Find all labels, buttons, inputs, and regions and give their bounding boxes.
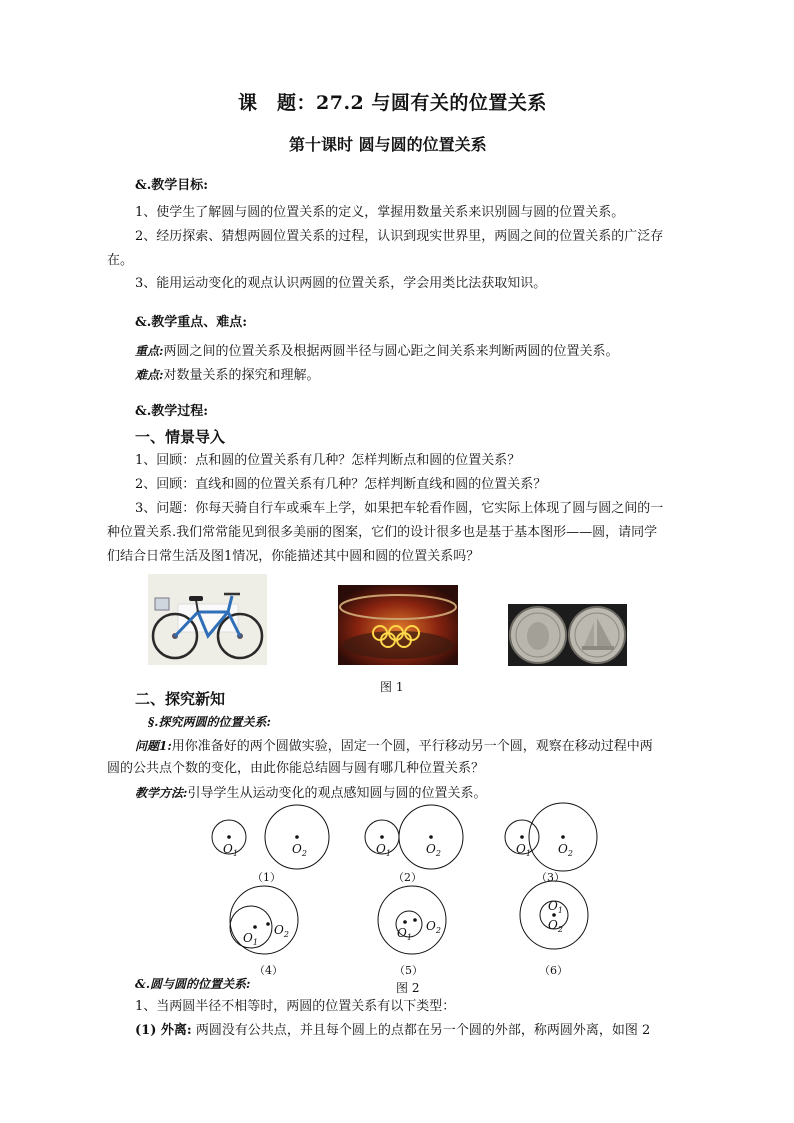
fig2-3-label-o2: $O_2$ (558, 842, 573, 858)
figure-2-caption: 图 2 (396, 981, 420, 995)
problem-1-text: 用你准备好的两个圆做实验，固定一个圆，平行移动另一个圆，观察在移动过程中两 (171, 739, 653, 754)
fig2-6-label-o1: $O_1$ (548, 899, 563, 915)
fig2-caption-5: （5） (394, 964, 423, 977)
outer-separation-text: 两圆没有公共点，并且每个圆上的点都在另一个圆的外部，称两圆外离，如图 2 (195, 1023, 651, 1038)
method-text: 引导学生从运动变化的观点感知圆与圆的位置关系。 (187, 786, 487, 801)
fig2-2-label-o2: $O_2$ (426, 842, 441, 858)
fig2-caption-3: （3） (536, 871, 565, 884)
fig2-1-label-o1: $O_1$ (223, 842, 238, 858)
problem-1-label: 问题1: (135, 739, 172, 753)
explore-heading: §.探究两圆的位置关系: (148, 715, 271, 729)
fig2-2-label-o1: $O_1$ (376, 842, 391, 858)
problem-1-line1 (135, 735, 653, 758)
page-title: 课 题：27.2 与圆有关的位置关系 (238, 92, 547, 114)
fig2-5-label-o1: $O_1$ (397, 926, 412, 942)
fig2-caption-6: （6） (539, 964, 568, 977)
part1-heading: 一、情景导入 (135, 428, 226, 446)
fig2-caption-4: （4） (254, 964, 283, 977)
fig2-1-label-o2: $O_2$ (292, 842, 307, 858)
relation-heading: &.圆与圆的位置关系: (135, 977, 251, 991)
key-point-text: 两圆之间的位置关系及根据两圆半径与圆心距之间关系来判断两圆的位置关系。 (163, 344, 619, 359)
key-point-label: 重点: (135, 344, 164, 358)
fig2-caption-1: （1） (252, 871, 281, 884)
outer-separation-line (135, 1020, 650, 1042)
hard-point-text: 对数量关系的探究和理解。 (163, 368, 320, 383)
objective-2-line1: 2、经历探索、猜想两圆位置关系的过程，认识到现实世界里，两圆之间的位置关系的广泛存 (135, 229, 664, 244)
problem-1-line2: 圆的公共点个数的变化，由此你能总结圆与圆有哪几种位置关系？ (107, 761, 485, 776)
process-heading: &.教学过程: (135, 404, 209, 419)
olympic-stadium-photo (338, 585, 458, 665)
coins-photo (508, 604, 627, 666)
outer-separation-label: (1) 外离: (135, 1023, 192, 1038)
question-3-line3: 们结合日常生活及图1情况，你能描述其中圆和圆的位置关系吗？ (107, 549, 480, 564)
question-2: 2、回顾：直线和圆的位置关系有几种？怎样判断直线和圆的位置关系？ (135, 477, 547, 492)
hard-point-line (135, 364, 319, 387)
fig2-4-label-o2: $O_2$ (274, 923, 289, 939)
objective-1: 1、使学生了解圆与圆的位置关系的定义，掌握用数量关系来识别圆与圆的位置关系。 (135, 205, 625, 220)
fig2-caption-2: （2） (393, 871, 422, 884)
fig2-4-label-o1: $O_1$ (243, 931, 258, 947)
objective-2-line2: 在。 (107, 253, 134, 268)
method-label: 教学方法: (135, 786, 188, 800)
question-1: 1、回顾：点和圆的位置关系有几种？怎样判断点和圆的位置关系？ (135, 453, 521, 468)
case-1: 1、当两圆半径不相等时，两圆的位置关系有以下类型： (135, 999, 456, 1014)
keypoints-heading: &.教学重点、难点: (135, 315, 248, 330)
hard-point-label: 难点: (135, 368, 164, 382)
objective-3: 3、能用运动变化的观点认识两圆的位置关系，学会用类比法获取知识。 (135, 276, 547, 291)
figure-2-diagram (0, 800, 794, 990)
fig2-6-label-o2: $O_2$ (548, 918, 563, 934)
question-3-line2: 种位置关系.我们常常能见到很多美丽的图案，它们的设计很多也是基于基本图形——圆，请同学 (107, 525, 658, 540)
objectives-heading: &.教学目标: (135, 178, 209, 193)
question-3-line1: 3、问题：你每天骑自行车或乘车上学，如果把车轮看作圆，它实际上体现了圆与圆之间的一 (135, 501, 664, 516)
key-point-line (135, 340, 618, 363)
page-subtitle: 第十课时 圆与圆的位置关系 (289, 135, 487, 154)
bicycle-photo (148, 574, 267, 665)
figure-1-caption: 图 1 (380, 680, 404, 694)
part2-heading: 二、探究新知 (135, 690, 226, 708)
fig2-3-label-o1: $O_1$ (516, 842, 531, 858)
fig2-5-label-o2: $O_2$ (426, 919, 441, 935)
